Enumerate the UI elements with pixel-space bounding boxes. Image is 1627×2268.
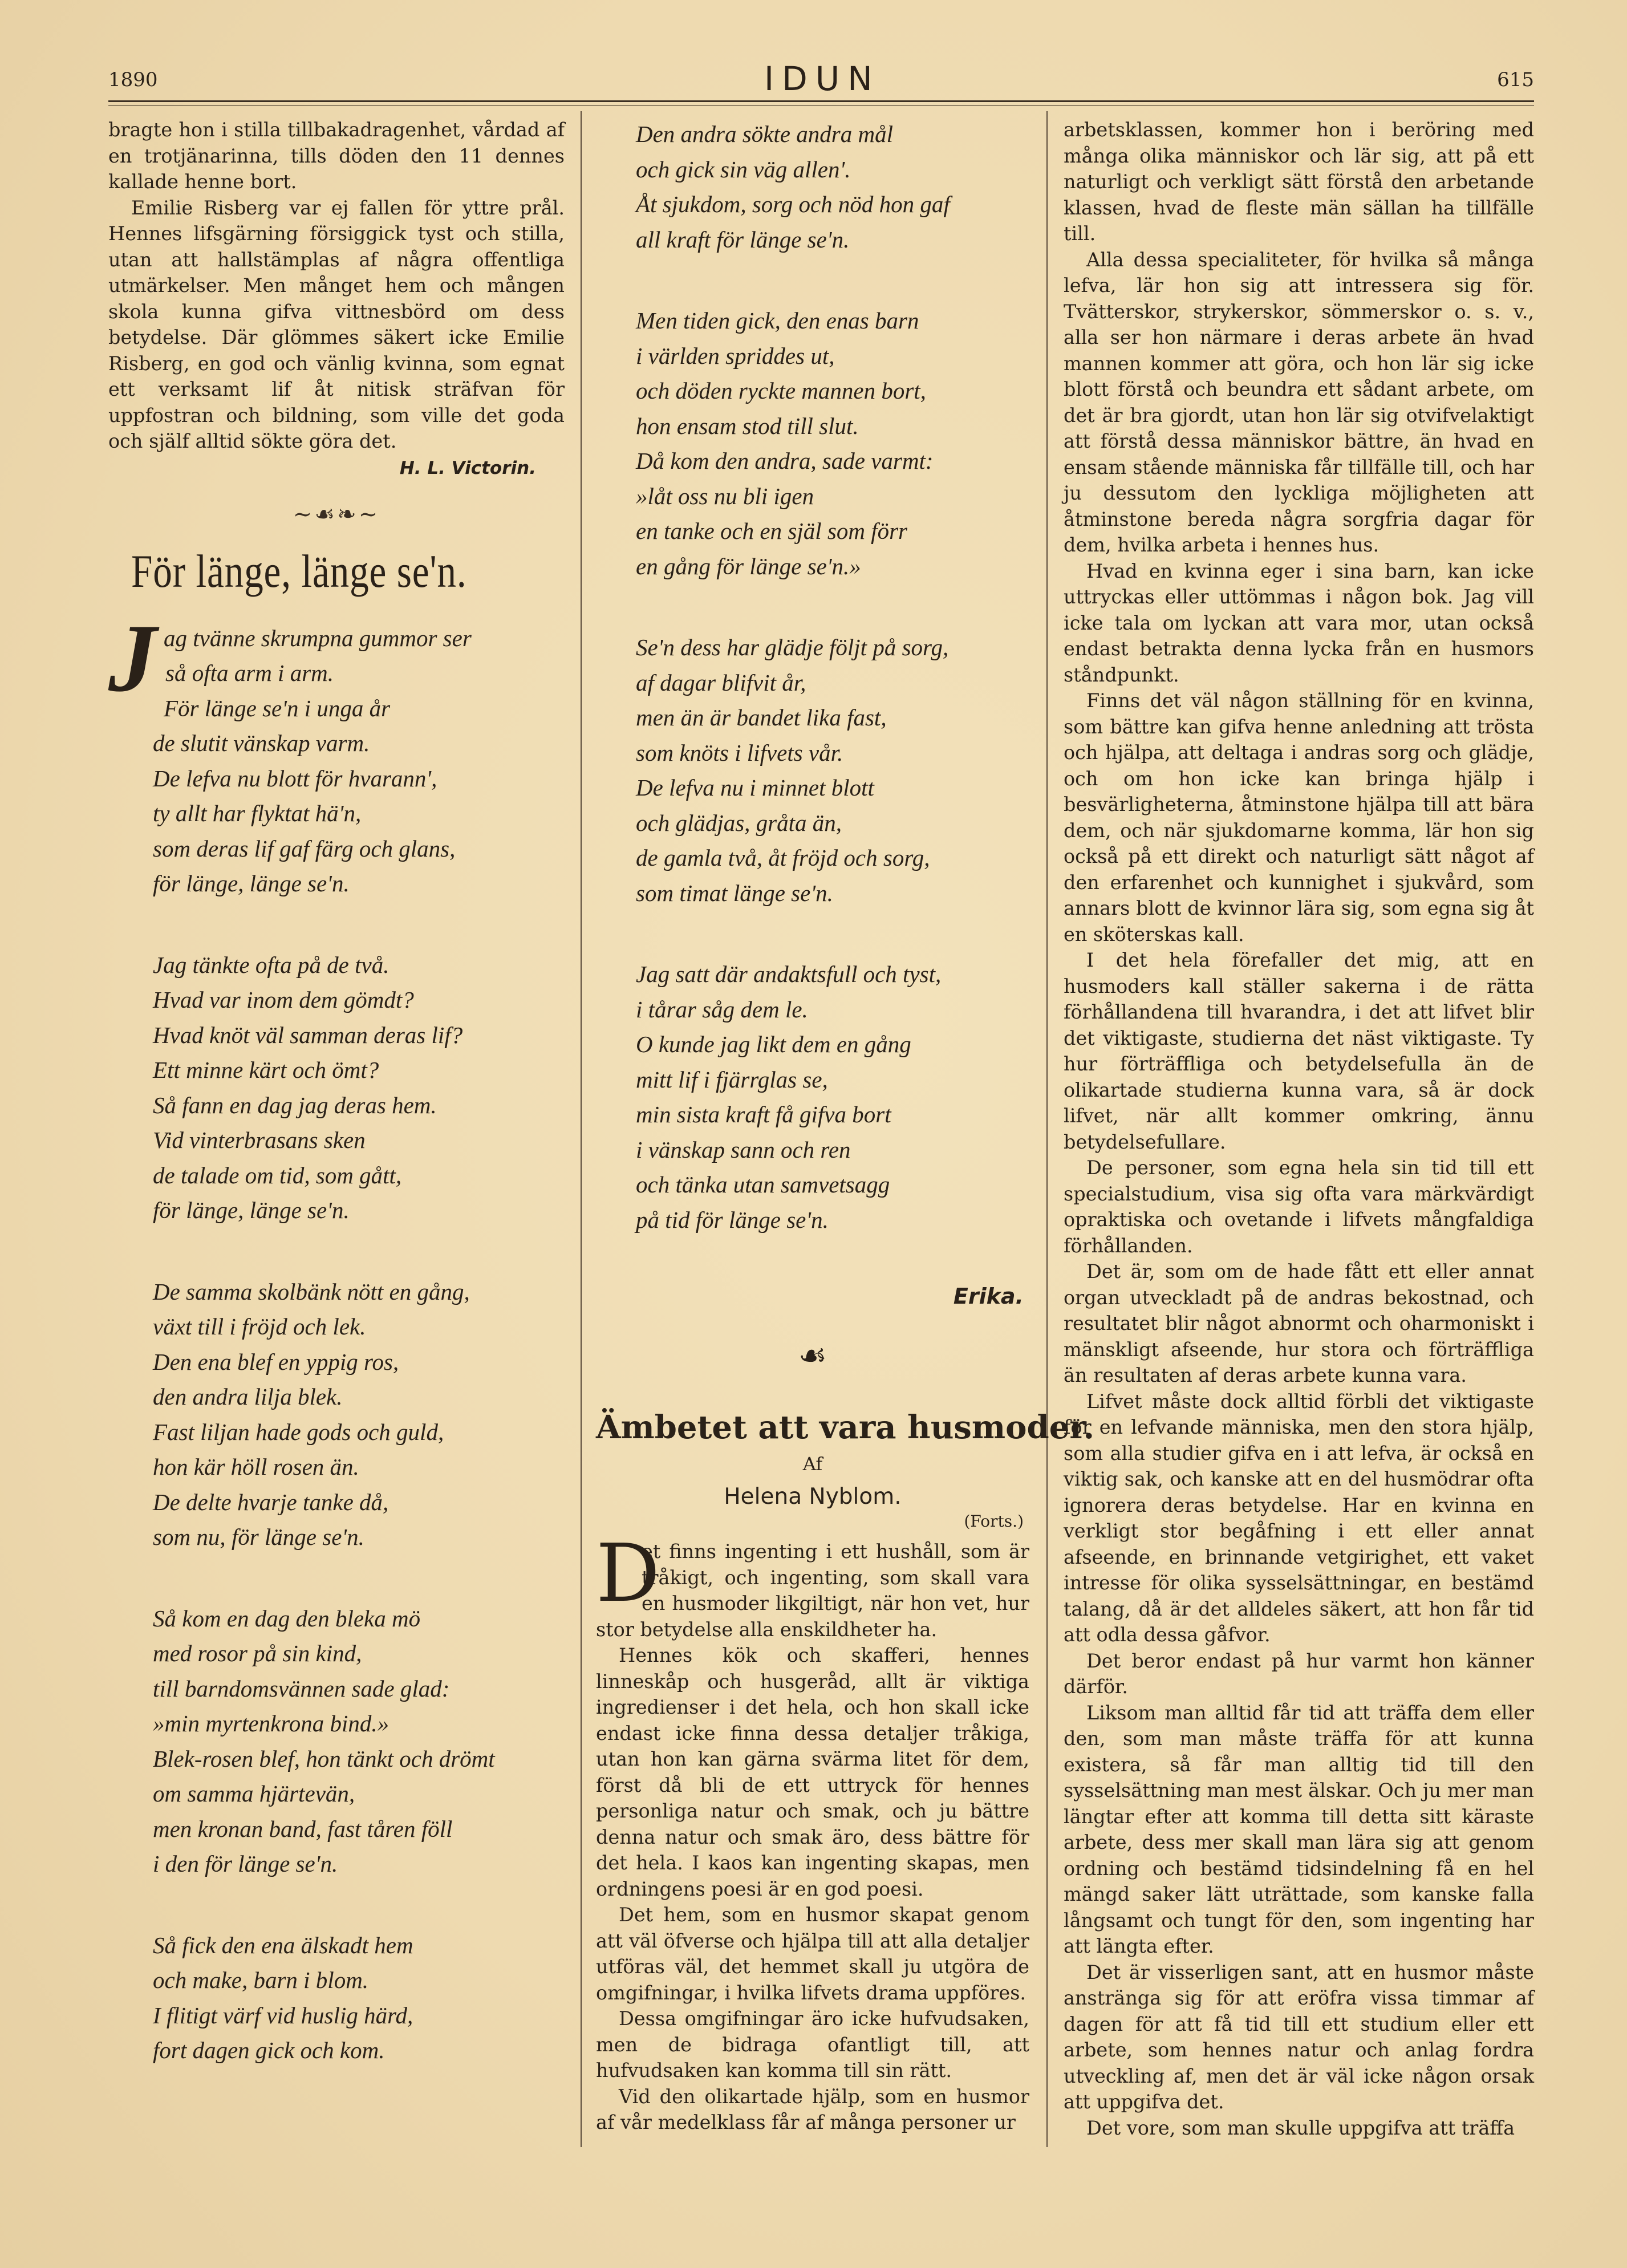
header-year: 1890 (108, 68, 158, 91)
poem-line: så ofta arm i arm. (165, 660, 334, 686)
poem-line: fort dagen gick och kom. (153, 2037, 385, 2063)
poem-line: Då kom den andra, sade varmt: (636, 448, 934, 474)
poem-line: De lefva nu i minnet blott (636, 774, 874, 801)
poem-line: Hvad var inom dem gömdt? (153, 987, 414, 1013)
drop-cap: D (596, 1527, 660, 1620)
poem-line: Fast liljan hade gods och guld, (153, 1418, 444, 1445)
poem-line: i världen spriddes ut, (636, 342, 835, 369)
poem-line: De delte hvarje tanke då, (153, 1488, 389, 1515)
paragraph: Alla dessa specialiteter, för hvilka så många lefva, lär hon sig att intressera sig för. Tvätterskor, strykerskor, sömmerskor o. s. v., alla ser hon närmare i deras arbete än hvad mannen kommer att göra, och hon lär sig icke blott förstå och beundra ett sådant arbete, om det är bra gjordt, utan hon lär sig otvifvelaktigt att förstå dessa människor bättre, än hvad en ensam stående människa får tillfälle till, och har ju dessutom den lyckliga möjligheten att åtminstone bereda några sorgfria dagar för dem, hvilka arbeta i hennes hus. (1064, 248, 1534, 556)
poem-line: växt till i fröjd och lek. (153, 1313, 366, 1340)
poem-line: Men tiden gick, den enas barn (636, 307, 919, 334)
poem-part-2 (596, 117, 1029, 1238)
poem-line: och döden ryckte mannen bort, (636, 378, 926, 404)
poem-line: som timat länge se'n. (636, 879, 833, 906)
paragraph: Det är, som om de hade fått ett eller annat organ utveckladt på de andras bekostnad, och resultatet blir något abnormt och oharmoniskt i mänskligt afseende, hur stora och förträffliga än resultaten af deras arbete kunna vara. (1064, 1260, 1534, 1386)
poem-signature: Erika. (953, 1284, 1024, 1309)
poem-line: som deras lif gaf färg och glans, (153, 835, 456, 862)
poem-line: med rosor på sin kind, (153, 1640, 362, 1666)
poem-line: De lefva nu blott för hvarann', (153, 765, 437, 792)
paragraph: De personer, som egna hela sin tid till ett specialstudium, visa sig ofta vara märkvärdigt opraktiska och ovetande i lifvets mångfaldiga förhållanden. (1064, 1157, 1534, 1257)
poem-line: och glädjas, gråta än, (636, 809, 842, 836)
paragraph: Det beror endast på hur varmt hon känner därför. (1064, 1649, 1534, 1698)
article-body-start (596, 1527, 1029, 2136)
page-header (108, 59, 1534, 103)
column-middle (596, 117, 1095, 2147)
poem-line: Blek-rosen blef, hon tänkt och drömt (153, 1745, 495, 1772)
poem-line: och gick sin väg allen'. (636, 156, 851, 182)
signature: H. L. Victorin. (399, 457, 536, 478)
poem-line: O kunde jag likt dem en gång (636, 1031, 911, 1057)
poem-line: en tanke och en själ som förr (636, 518, 907, 544)
poem-title: För länge, länge se'n. (131, 545, 467, 597)
poem-line: i vänskap sann och ren (636, 1136, 851, 1163)
poem-line: på tid för länge se'n. (636, 1206, 829, 1233)
poem-line: Så fann en dag jag deras hem. (153, 1092, 437, 1118)
intro-prose (108, 117, 565, 455)
poem-line: Den ena blef en yppig ros, (153, 1348, 399, 1375)
poem-stanza (153, 1275, 565, 1555)
poem-line: Åt sjukdom, sorg och nöd hon gaf (636, 191, 950, 217)
poem-line: Den andra sökte andra mål (636, 121, 893, 147)
column-right (1064, 117, 1534, 2147)
poem-line: ty allt har flyktat hä'n, (153, 800, 362, 826)
poem-line: och tänka utan samvetsagg (636, 1171, 890, 1198)
article-title: Ämbetet att vara husmoder. (596, 1409, 1095, 1446)
article-continued: (Forts.) (964, 1512, 1024, 1531)
poem-line: för länge, länge se'n. (153, 870, 350, 896)
poem-line: men kronan band, fast tåren föll (153, 1815, 453, 1842)
poem-drop-cap: J (108, 604, 157, 712)
ornament-hand-icon: ☙ (798, 1337, 827, 1374)
poem-line: Hvad knöt väl samman deras lif? (153, 1021, 463, 1048)
poem-line: de slutit vänskap varm. (153, 730, 370, 756)
paragraph: Det är visserligen sant, att en husmor måste anstränga sig för att eröfra vissa timmar af dagen för att få tid till ett studium eller ett arbete, som hennes natur och anlag fordra utveckling af, men det är väl icke någon orsak att uppgifva det. (1064, 1961, 1534, 2113)
ornament-divider: ~☙❧~ (293, 501, 380, 528)
paragraph: Liksom man alltid får tid att träffa dem eller den, som man måste träffa för att kunna existera, så får man alltig tid till den sysselsättning man mest älskar. Och ju mer man längtar efter att komma till detta sitt käraste arbete, dess mer skall man lära sig att genom ordning och bestämd tidsindelning få en hel mängd saker lätt uträttade, som kanske falla långsamt och tungt för den, som ingenting har att längta efter. (1064, 1701, 1534, 1957)
poem-line: För länge se'n i unga år (164, 695, 391, 721)
poem-stanza (108, 604, 565, 902)
poem-line: De samma skolbänk nött en gång, (153, 1278, 470, 1305)
paragraph: Emilie Risberg var ej fallen för yttre prål. Hennes lifsgärning försiggick tyst och stilla, utan att hallstämplas af några offentliga utmärkelser. Men månget hem och mången skola kunna gifva vittnesbörd om dess betydelse. Där glömmes säkert icke Emilie Risberg, en god och vänlig kvinna, som egnat ett verksamt lif åt nitisk sträfvan för uppfostran och bildning, som ville det goda och själf alltid sökte göra det. (108, 196, 565, 452)
poem-line: i den för länge se'n. (153, 1851, 338, 1877)
poem-line: ag tvänne skrumpna gummor ser (164, 624, 472, 651)
poem-line: och make, barn i blom. (153, 1967, 369, 1993)
poem-line: Vid vinterbrasans sken (153, 1127, 366, 1153)
paragraph: Finns det väl någon ställning för en kvinna, som bättre kan gifva henne anledning att trösta och hjälpa, att deltaga i andras sorg och glädje, och om hon icke kan bringa hjälp i besvärligheterna, åtminstone hjälpa till att bära dem, och när sjukdomarne komma, lär hon sig också på ett direkt och naturligt sätt något af den erfarenhet och kunnighet i sjukvård, som annars blott de kvinnor lära sig, som egna sig åt en sköterskas kall. (1064, 689, 1534, 946)
poem-line: den andra lilja blek. (153, 1383, 343, 1410)
poem-line: de talade om tid, som gått, (153, 1162, 402, 1188)
poem-line: en gång för länge se'n.» (636, 553, 861, 579)
paragraph: Det hem, som en husmor skapat genom att väl öfverse och hjälpa till att alla detaljer utföras väl, det hemmet skall ju utgöra de omgifningar, i hvilka lifvets drama uppföres. (596, 1904, 1029, 2004)
poem-line: Se'n dess har glädje följt på sorg, (636, 634, 949, 660)
paragraph: Det vore, som man skulle uppgifva att träffa (1086, 2116, 1515, 2139)
poem-line: men än är bandet lika fast, (636, 704, 887, 731)
poem-stanza (153, 1928, 565, 2068)
paragraph: Vid den olikartade hjälp, som en husmor af vår medelklass får af många personer ur (596, 2085, 1029, 2133)
poem-line: mitt lif i fjärrglas se, (636, 1066, 828, 1093)
poem-stanza (153, 1601, 565, 1882)
paragraph: Dessa omgifningar äro icke hufvudsaken, men de bidraga ofantligt till, att hufvudsaken kan komma till sin rätt. (596, 2007, 1029, 2082)
header-rule (108, 100, 1534, 102)
poem-line: som nu, för länge se'n. (153, 1524, 364, 1550)
header-page-number: 615 (1497, 68, 1534, 91)
paragraph: Hvad en kvinna eger i sina barn, kan icke uttryckas eller uttömmas i någon bok. Jag vill icke tala om lyckan att vara mor, utan också endast betrakta denna lycka från en husmors ståndpunkt. (1064, 559, 1534, 686)
header-title: IDUN (764, 59, 881, 98)
poem-line: om samma hjärtevän, (153, 1780, 355, 1807)
paragraph: bragte hon i stilla tillbakadragenhet, vårdad af en trotjänarinna, tills döden den 11 dennes kallade henne bort. (108, 119, 565, 193)
poem-line: som knöts i lifvets vår. (636, 739, 843, 766)
poem-line: för länge, länge se'n. (153, 1197, 350, 1223)
poem-line: till barndomsvännen sade glad: (153, 1675, 450, 1702)
poem-line: Jag tänkte ofta på de två. (153, 951, 389, 978)
poem-part-1 (108, 604, 565, 2068)
article-author: Helena Nyblom. (724, 1484, 902, 1510)
poem-stanza (636, 303, 1029, 584)
paragraph: Lifvet måste dock alltid förbli det viktigaste för en lefvande människa, men den stora hjälp, som alla studier gifva en i att lefva, är också en viktig sak, och kanske att en del husmödrar ofta ignorera deras betydelse. Har en kvinna en verkligt stor begåfning i ett eller annat afseende, en brinnande vetgirighet, ett vaket intresse för olika sysselsättningar, en bestämd talang, då är det alldeles säkert, att hon får tid att odla dessa gåfvor. (1064, 1390, 1534, 1646)
poem-line: hon ensam stod till slut. (636, 412, 859, 439)
poem-stanza (636, 117, 1029, 257)
poem-line: I flitigt värf vid huslig härd, (153, 2002, 413, 2028)
poem-line: Jag satt där andaktsfull och tyst, (636, 961, 942, 987)
poem-stanza (636, 630, 1029, 911)
column-left (108, 117, 565, 2147)
poem-line: min sista kraft få gifva bort (636, 1101, 891, 1127)
poem-stanza (153, 948, 565, 1228)
poem-stanza (636, 957, 1029, 1238)
poem-line: Ett minne kärt och ömt? (153, 1057, 379, 1083)
poem-line: Så kom en dag den bleka mö (153, 1605, 421, 1632)
poem-line: »min myrtenkrona bind.» (153, 1710, 389, 1736)
poem-line: »låt oss nu bli igen (636, 482, 814, 509)
poem-line: Så fick den ena älskadt hem (153, 1932, 413, 1958)
paragraph: Hennes kök och skafferi, hennes linneskåp och husgeråd, allt är viktiga ingredienser i det hela, och hon skall icke endast icke finna dessa detaljer tråkiga, utan hon kan gärna svärma litet för dem, först då bli de ett uttryck för hennes personliga natur och smak, och ju bättre denna natur och smak äro, dess bättre för det hela. I kaos kan ingenting skapas, men ordningens poesi är en god poesi. (596, 1644, 1029, 1900)
poem-line: hon kär höll rosen än. (153, 1454, 359, 1480)
paragraph: I det hela förefaller det mig, att en husmoders kall ställer sakerna i de rätta förhållandena till hvarandra, i det att lifvet blir det viktigaste, studierna det näst viktigaste. Ty hur förträffliga och betydelsefulla än de olikartade studierna kunna vara, så är dock lifvet, när allt kommer omkring, ännu betydelsefullare. (1064, 949, 1534, 1153)
poem-line: af dagar blifvit år, (636, 669, 806, 696)
header-rule-thin (108, 105, 1534, 106)
poem-line: de gamla två, åt fröjd och sorg, (636, 845, 930, 871)
column-divider-2 (1046, 111, 1048, 2147)
poem-line: all kraft för länge se'n. (636, 226, 850, 253)
article-by: Af (802, 1453, 823, 1475)
article-body-cont (1064, 117, 1534, 2141)
paragraph: arbetsklassen, kommer hon i beröring med många olika människor och lär sig, att på ett naturligt och verkligt sätt förstå den arbetande klassen, hvad de fleste män sällan ha tillfälle till. (1064, 119, 1534, 245)
paragraph: D et finns ingenting i ett hushåll, som är tråkigt, och ingenting, som skall vara en husmoder likgiltigt, när hon vet, hur stor betydelse alla enskildheter ha. (596, 1527, 1029, 1641)
column-divider-1 (581, 111, 582, 2147)
poem-line: i tårar såg dem le. (636, 996, 808, 1023)
